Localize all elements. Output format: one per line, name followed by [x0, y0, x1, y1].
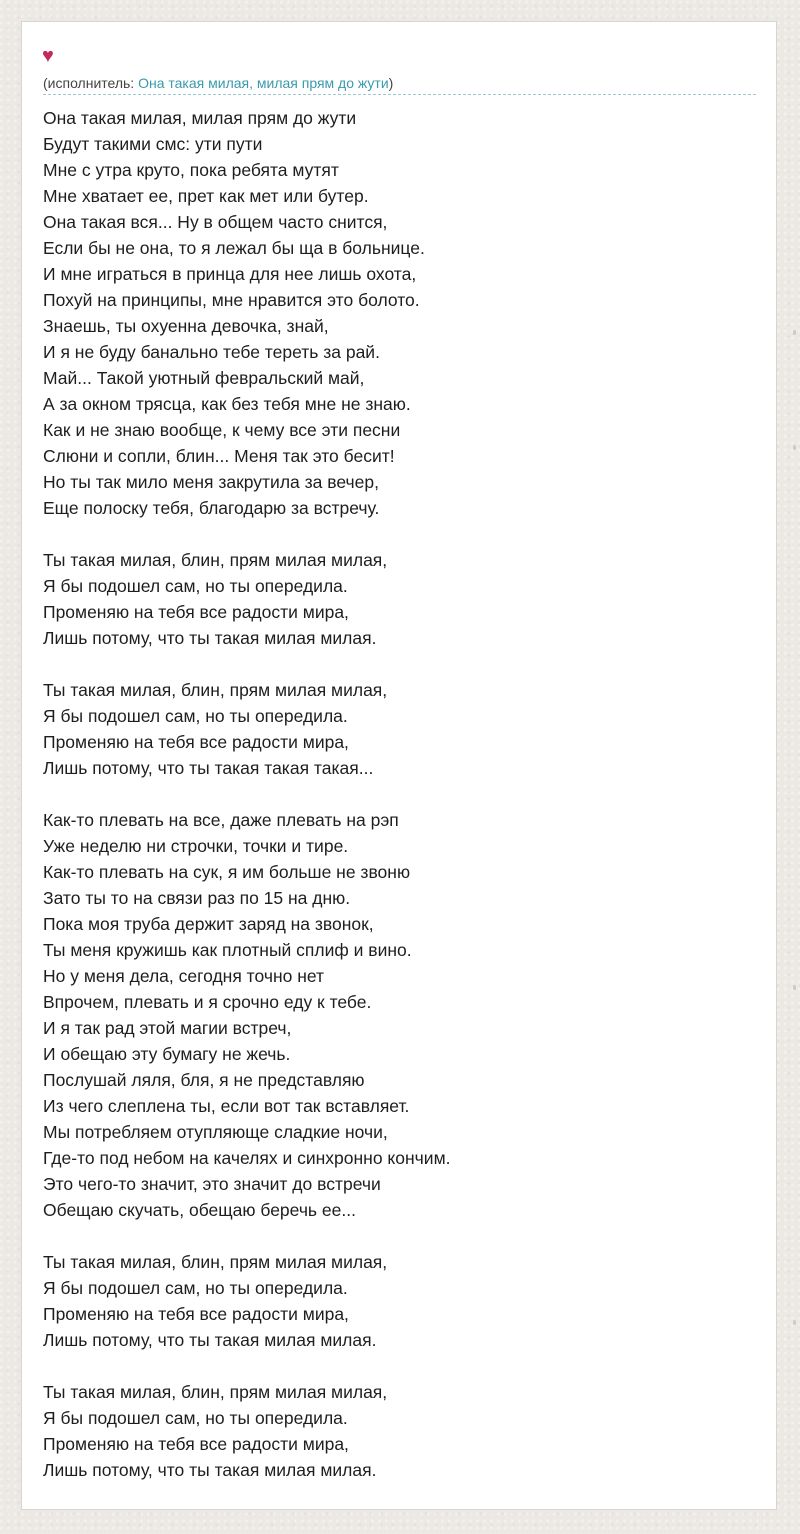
lyrics-line: Если бы не она, то я лежал бы ща в больнице. [43, 238, 425, 258]
lyrics-line: Ты такая милая, блин, прям милая милая, [43, 1382, 388, 1402]
lyrics-line: Но у меня дела, сегодня точно нет [43, 966, 325, 986]
lyrics-line: Это чего-то значит, это значит до встречи [43, 1174, 381, 1194]
lyrics-line: Лишь потому, что ты такая милая милая. [43, 1460, 377, 1480]
lyrics-stanza [43, 1379, 743, 1483]
lyrics-line: И обещаю эту бумагу не жечь. [43, 1044, 291, 1064]
lyrics-stanza [43, 105, 743, 521]
lyrics-line: Послушай ляля, бля, я не представляю [43, 1070, 365, 1090]
lyrics-line: Она такая вся... Ну в общем часто снится, [43, 212, 388, 232]
lyrics-line: Где-то под небом на качелях и синхронно кончим. [43, 1148, 451, 1168]
edge-decoration [793, 445, 796, 450]
lyrics-line: Лишь потому, что ты такая милая милая. [43, 1330, 377, 1350]
lyrics-line: Она такая милая, милая прям до жути [43, 108, 357, 128]
edge-decoration [793, 330, 796, 335]
lyrics-line: Променяю на тебя все радости мира, [43, 1434, 349, 1454]
lyrics-stanza [43, 1249, 743, 1353]
lyrics-line: Как-то плевать на сук, я им больше не звоню [43, 862, 411, 882]
lyrics-line: Уже неделю ни строчки, точки и тире. [43, 836, 349, 856]
lyrics-line: Зато ты то на связи раз по 15 на дню. [43, 888, 351, 908]
lyrics-line: Ты такая милая, блин, прям милая милая, [43, 1252, 388, 1272]
lyrics-line: Похуй на принципы, мне нравится это болото. [43, 290, 420, 310]
edge-decoration [793, 985, 796, 990]
lyrics-line: Я бы подошел сам, но ты опередила. [43, 706, 348, 726]
lyrics-line: Но ты так мило меня закрутила за вечер, [43, 472, 379, 492]
lyrics-card [21, 21, 777, 1510]
lyrics-line: Пока моя труба держит заряд на звонок, [43, 914, 374, 934]
lyrics-line: И мне играться в принца для нее лишь охота, [43, 264, 417, 284]
lyrics-line: Я бы подошел сам, но ты опередила. [43, 576, 348, 596]
artist-suffix: ) [388, 75, 394, 91]
artist-prefix: (исполнитель: [43, 75, 139, 91]
lyrics-line: Как и не знаю вообще, к чему все эти песни [43, 420, 401, 440]
lyrics-stanza [43, 677, 743, 781]
lyrics-stanza [43, 547, 743, 651]
heart-icon[interactable]: ♥ [42, 45, 54, 67]
lyrics-line: Я бы подошел сам, но ты опередила. [43, 1408, 348, 1428]
lyrics-line: Будут такими смс: ути пути [43, 134, 263, 154]
lyrics-line: Мы потребляем отупляюще сладкие ночи, [43, 1122, 388, 1142]
lyrics-text [43, 105, 743, 1483]
lyrics-line: Из чего слеплена ты, если вот так вставляет. [43, 1096, 410, 1116]
lyrics-line: Мне с утра круто, пока ребята мутят [43, 160, 339, 180]
lyrics-line: Променяю на тебя все радости мира, [43, 1304, 349, 1324]
lyrics-line: Променяю на тебя все радости мира, [43, 602, 349, 622]
lyrics-line: А за окном трясца, как без тебя мне не знаю. [43, 394, 411, 414]
lyrics-line: Променяю на тебя все радости мира, [43, 732, 349, 752]
lyrics-stanza [43, 807, 743, 1223]
lyrics-line: И я так рад этой магии встреч, [43, 1018, 292, 1038]
edge-decoration [793, 1320, 796, 1325]
lyrics-line: Как-то плевать на все, даже плевать на рэп [43, 810, 399, 830]
lyrics-line: Я бы подошел сам, но ты опередила. [43, 1278, 348, 1298]
artist-link[interactable]: Она такая милая, милая прям до жути [138, 75, 389, 91]
lyrics-line: Мне хватает ее, прет как мет или бутер. [43, 186, 369, 206]
artist-line [43, 75, 756, 95]
lyrics-line: Ты такая милая, блин, прям милая милая, [43, 550, 388, 570]
lyrics-line: Ты такая милая, блин, прям милая милая, [43, 680, 388, 700]
lyrics-line: Май... Такой уютный февральский май, [43, 368, 365, 388]
lyrics-line: И я не буду банально тебе тереть за рай. [43, 342, 380, 362]
lyrics-line: Обещаю скучать, обещаю беречь ее... [43, 1200, 356, 1220]
lyrics-line: Слюни и сопли, блин... Меня так это бесит! [43, 446, 395, 466]
lyrics-line: Ты меня кружишь как плотный сплиф и вино. [43, 940, 412, 960]
lyrics-line: Лишь потому, что ты такая милая милая. [43, 628, 377, 648]
lyrics-line: Знаешь, ты охуенна девочка, знай, [43, 316, 329, 336]
lyrics-line: Впрочем, плевать и я срочно еду к тебе. [43, 992, 372, 1012]
lyrics-line: Лишь потому, что ты такая такая такая... [43, 758, 374, 778]
lyrics-line: Еще полоску тебя, благодарю за встречу. [43, 498, 380, 518]
